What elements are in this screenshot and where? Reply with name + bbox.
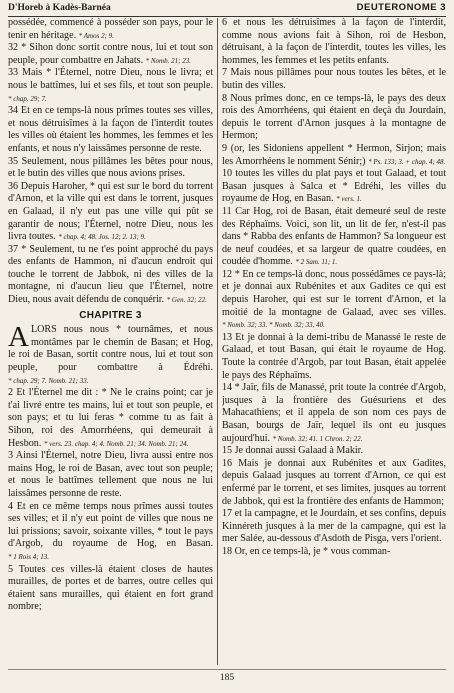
header-right: DEUTERONOME 3 (356, 2, 446, 13)
verse (222, 546, 446, 559)
chapter-body (8, 321, 213, 614)
cross-reference-note: * chap. 4; 48. Jos. 12; 2. 13; 9. (58, 233, 146, 242)
verse-text: 16 Mais je donnai aux Rubénites et aux Gadites, depuis Galaad jusques au torrent d'Arnon, ce qui est enfermé par le torrent, et ses limites, jusques au torrent de Jabbok, qui est la frontière des enfants de Hammon; (222, 457, 446, 507)
verse (222, 458, 446, 508)
verse (8, 156, 213, 181)
verse (8, 321, 213, 387)
cross-reference-note: * vers. 1. (336, 195, 362, 204)
cross-reference-note: * chap. 29; 7. Nomb. 21; 33. (8, 376, 89, 385)
verse-text: 18 Or, en ce temps-là, je * vous comman- (222, 545, 391, 557)
verse (8, 564, 213, 614)
verse-text: 6 et nous les détruisîmes à la façon de l'interdit, comme nous avions fait à Sihon, roi de Hesbon, détruisant, à la façon de l'interdit, toutes les villes, les hommes, les femmes et les petits enfants. (222, 17, 446, 66)
cross-reference-note: * Ps. 133; 3. + chap. 4; 48. (368, 157, 446, 166)
verse (8, 181, 213, 244)
cross-reference-note: * Nomb. 21; 23. (145, 56, 191, 65)
verse-text: possédée, commencé à posséder son pays, pour le tenir en héritage. (8, 17, 213, 41)
verse (222, 168, 446, 206)
verse (8, 17, 213, 42)
verse-text: 3 Ainsi l'Éternel, notre Dieu, livra aussi entre nos mains Hog, le roi de Basan, avec tout son peuple; et nous le battîmes tellement que nous ne lui laissâmes personne de reste. (8, 450, 213, 499)
cross-reference-note: * Nomb. 32; 41. 1 Chron. 2; 22. (272, 434, 363, 443)
verse-text: 14 * Jaïr, fils de Manassé, prit toute la contrée d'Argob, jusques à la frontière des Guésuriens et des Mahacathiens; et il appela de son nom ces pays de Basan, bourgs de Jaïr, lequel ils ont eu jusques aujourd'hui. (222, 382, 446, 444)
left-column (8, 17, 213, 667)
verse (222, 206, 446, 269)
verse (8, 67, 213, 105)
cross-reference-note: * 1 Rois 4; 13. (8, 552, 50, 561)
verse-text: 5 Toutes ces villes-là étaient closes de hautes murailles, de portes et de barres, outre celles qui étaient sans murailles, qui étaient en fort grand nombre; (8, 563, 213, 613)
cross-reference-note: * Amos 2; 9. (78, 31, 114, 40)
verse-text: 37 * Seulement, tu ne t'es point approché du pays des enfants de Hammon, ni d'aucun endroit qui touche le torrent de Jabbok, ni des villes de la montagne, ni d'aucun lieu que l'Éternel, notre Dieu, nous avait défendu de conquérir. (8, 243, 213, 306)
verse-text: 36 Depuis Haroher, * qui est sur le bord du torrent d'Arnon, et la ville qui est dans le torrent, jusques en Galaad, il n'y eut pas une ville qui pût se garantir de nous; l'Éternel, notre Dieu, nous les livra toutes. (8, 180, 213, 243)
verse-text: 12 * En ce temps-là donc, nous possédâmes ce pays-là; et je donnai aux Rubénites et aux Gadites ce qui est depuis Haroher, qui est sur le torrent d'Arnon, et la moitié de la montagne de Galaad, avec ses villes. (222, 268, 446, 318)
verse-text: 34 Et en ce temps-là nous prîmes toutes ses villes, et nous détruisîmes à la façon de l'interdit toutes les villes où étaient les hommes, les femmes et les enfants, et nous n'y laissâmes personne de reste. (8, 105, 213, 154)
verse-text: 7 Mais nous pillâmes pour nous toutes les bêtes, et le butin des villes. (222, 67, 446, 91)
verse-text: 2 Et l'Éternel me dit : * Ne le crains point; car je t'ai livré entre tes mains, lui et tout son peuple, et son pays; et tu lui feras * comme tu as fait à Sihon, roi des Amorrhéens, qui demeurait à Hesbon. (8, 387, 213, 449)
cross-reference-note: * 2 Sam. 11; 1. (295, 258, 338, 267)
cross-reference-note: * chap. 29; 7. (8, 94, 47, 103)
right-column (222, 17, 446, 667)
verse (8, 105, 213, 155)
verse-text: 33 Mais * l'Éternel, notre Dieu, nous le livra; et nous le battîmes, lui et ses fils, et tout son peuple. (8, 67, 213, 91)
verse (8, 42, 213, 67)
verse-text: 13 Et je donnai à la demi-tribu de Manassé le reste de Galaad, et tout Basan, qui était le royaume de Hog. Toute la contrée d'Argob, par tout Basan, était appelée le pays des Réphaïms. (222, 331, 446, 381)
verse (222, 508, 446, 546)
verse-text: 35 Seulement, nous pillâmes les bêtes pour nous, et le butin des villes que nous avions prises. (8, 155, 213, 180)
chapter-title: CHAPITRE 3 (79, 309, 142, 321)
verse (8, 501, 213, 564)
verse (222, 67, 446, 92)
column-divider (217, 18, 218, 665)
verse (222, 17, 446, 67)
verse-text: 17 et la campagne, et le Jourdain, et ses confins, depuis Kinnéreth jusques à la mer de la campagne, qui est la mer Salée, au-dessous d'Asdoth de Pisga, vers l'orient. (222, 508, 446, 545)
verse (222, 382, 446, 445)
verse-text: 15 Je donnai aussi Galaad à Makir. (222, 445, 363, 457)
verse (8, 244, 213, 307)
verse-text: 8 Nous prîmes donc, en ce temps-là, le pays des deux rois des Amorrhéens, qui étaient en deçà du Jourdain, depuis le torrent d'Arnon jusques à la montagne de Hermon; (222, 92, 446, 142)
verse-text: LORS nous nous * tournâmes, et nous montâmes par le chemin de Basan; et Hog, le roi de Basan, sortit contre nous, lui et tout son peuple, pour combattre à Édréhi. (8, 324, 213, 374)
cross-reference-note: * Nomb. 32; 33. * Nomb. 32; 33, 40. (222, 321, 325, 330)
verse-text: 11 Car Hog, roi de Basan, était demeuré seul de reste des Réphaïms. Voici, son lit, un lit de fer, n'est-il pas dans * Rabba des enfants de Hammon? Sa longueur est de neuf coudées, et sa largeur de quatre coudées, en coudée d'homme. (222, 205, 446, 268)
verse (8, 387, 213, 450)
verse-text: 10 toutes les villes du plat pays et tout Galaad, et tout Basan jusques à Salca et * Edréhi, les villes du royaume de Hog, en Basan. (222, 168, 446, 205)
verse-text: 4 Et en ce même temps nous prîmes aussi toutes ses villes; et il n'y eut point de villes que nous ne lui prissions; savoir, soixante villes, * tout le pays d'Argob, du royaume de Hog, en Basan. (8, 500, 213, 550)
verse-text: 9 (or, les Sidoniens appellent * Hermon, Sirjon; mais les Amorrhéens le nomment Sénir;) (222, 142, 446, 167)
running-header (8, 2, 446, 16)
verse (222, 445, 446, 458)
cross-reference-note: * Gen. 32; 22. (166, 296, 207, 305)
drop-cap: A (8, 321, 29, 354)
cross-reference-note: * vers. 23. chap. 4; 4. Nomb. 21; 34. Nomb. 21; 24. (43, 439, 189, 448)
footer-rule (8, 669, 446, 670)
verse (222, 332, 446, 382)
verse (8, 450, 213, 500)
verse-text: 32 * Sihon donc sortit contre nous, lui et tout son peuple, pour combattre en Jahats. (8, 42, 213, 66)
verse (222, 143, 446, 168)
header-left: D'Horeb à Kadès-Barnéa (8, 3, 111, 13)
verse (222, 93, 446, 143)
page-number: 185 (219, 673, 235, 683)
verse (222, 269, 446, 332)
